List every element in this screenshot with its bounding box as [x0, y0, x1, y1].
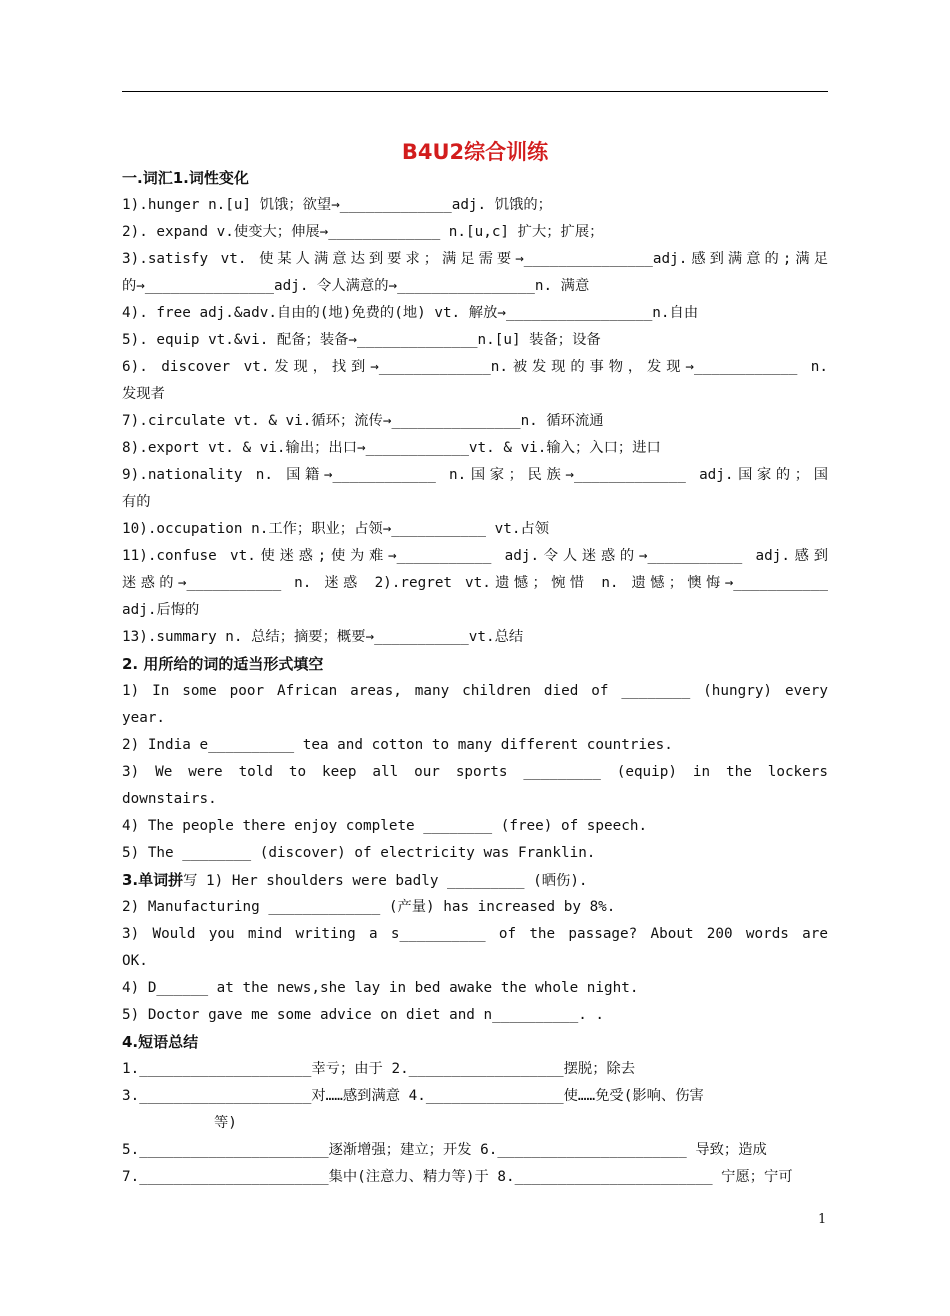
worksheet-body — [122, 165, 828, 1191]
worksheet-line: 2). expand v.使变大；伸展→_____________ n.[u,c] 扩大；扩展； — [122, 224, 604, 240]
worksheet-line: 10).occupation n.工作；职业；占领→___________ vt.占领 — [122, 521, 550, 537]
worksheet-line: year. — [122, 710, 166, 726]
worksheet-line: 13).summary n. 总结；摘要；概要→___________vt.总结 — [122, 629, 524, 645]
page-title: B4U2综合训练 — [401, 140, 549, 164]
worksheet-line: 1).hunger n.[u] 饥饿；欲望→_____________adj. 饥饿的； — [122, 197, 552, 213]
worksheet-line: 8).export vt. & vi.输出；出口→____________vt. & vi.输入；入口；进口 — [122, 440, 661, 456]
worksheet-line: 发现者 — [122, 386, 165, 402]
worksheet-line: 5) Doctor gave me some advice on diet and n__________. . — [122, 1007, 605, 1023]
worksheet-line: 的→_______________adj. 令人满意的→________________n. 满意 — [122, 278, 590, 294]
worksheet-line: 3).satisfy vt. 使某人满意达到要求；满足需要→_______________adj.感到满意的;满足 — [122, 251, 828, 267]
section-heading: 一.词汇1.词性变化 — [122, 169, 249, 187]
worksheet-line: 4) The people there enjoy complete ________ (free) of speech. — [122, 818, 648, 834]
worksheet-line: 3.单词拼写 1) Her shoulders were badly _________ (晒伤). — [122, 871, 588, 889]
header-rule — [122, 91, 828, 92]
worksheet-line: 9).nationality n. 国籍→____________ n.国家；民族→_____________ adj.国家的；国 — [122, 467, 828, 483]
worksheet-line: downstairs. — [122, 791, 217, 807]
worksheet-line: 3) We were told to keep all our sports _________ (equip) in the lockers — [122, 764, 828, 780]
worksheet-line: 7.______________________集中(注意力、精力等)于 8._______________________ 宁愿；宁可 — [122, 1169, 793, 1185]
worksheet-line: 5) The ________ (discover) of electricity was Franklin. — [122, 845, 596, 861]
worksheet-line: 4) D______ at the news,she lay in bed awake the whole night. — [122, 980, 639, 996]
worksheet-line: 4). free adj.&adv.自由的(地)免费的(地) vt. 解放→_________________n.自由 — [122, 305, 699, 321]
worksheet-line: 5). equip vt.&vi. 配备；装备→______________n.[u] 装备；设备 — [122, 332, 601, 348]
worksheet-line: 3.____________________对……感到满意 4.________________使……免受(影响、伤害 — [122, 1088, 704, 1104]
worksheet-line: 7).circulate vt. & vi.循环；流传→_______________n. 循环流通 — [122, 413, 604, 429]
worksheet-line: 有的 — [122, 494, 151, 510]
worksheet-line: 5.______________________逐渐增强；建立；开发 6.______________________ 导致；造成 — [122, 1142, 767, 1158]
worksheet-line: 2) India e__________ tea and cotton to many different countries. — [122, 737, 673, 753]
worksheet-line: OK. — [122, 953, 148, 969]
worksheet-line: 11).confuse vt.使迷惑;使为难→___________ adj.令人迷惑的→___________ adj.感到 — [122, 548, 828, 564]
worksheet-line: 等) — [214, 1115, 237, 1131]
page-number: 1 — [818, 1212, 827, 1227]
section-heading: 2. 用所给的词的适当形式填空 — [122, 655, 324, 673]
section-heading: 4.短语总结 — [122, 1033, 199, 1051]
worksheet-line: 3) Would you mind writing a s__________ of the passage? About 200 words are — [122, 926, 828, 942]
worksheet-line: 1.____________________幸亏；由于 2.__________________摆脱；除去 — [122, 1061, 636, 1077]
worksheet-line: 6). discover vt.发现，找到→_____________n.被发现的事物，发现→____________ n. — [122, 359, 828, 375]
worksheet-line: 2) Manufacturing _____________ (产量) has increased by 8%. — [122, 899, 616, 915]
worksheet-line: adj.后悔的 — [122, 602, 200, 618]
worksheet-line: 1) In some poor African areas, many children died of ________ (hungry) every — [122, 683, 828, 699]
worksheet-line: 迷惑的→___________ n. 迷惑 2).regret vt.遗憾；惋惜 n. 遗憾；懊悔→___________ — [122, 575, 828, 591]
